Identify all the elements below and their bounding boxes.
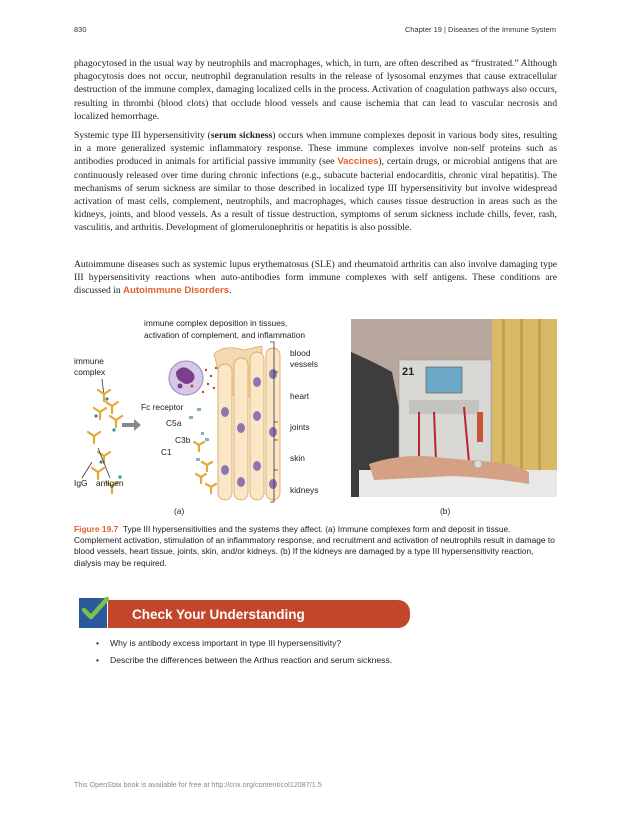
serum-sickness-term: serum sickness	[210, 130, 273, 141]
figure-svg	[74, 312, 557, 522]
immune-complex-label-2: complex	[74, 367, 106, 377]
p3-text-a: Autoimmune diseases such as systemic lupus erythematosus (SLE) and rheumatoid arthritis can also involve damaging type III hypersensitivity reactions when auto-antibodies form immune complexes with self antigens. These conditions are discussed in	[74, 259, 557, 297]
page-footer: This OpenStax book is available for free at http://cnx.org/content/col12087/1.5	[74, 780, 322, 789]
paragraph-3	[74, 258, 557, 298]
c5a-label: C5a	[166, 418, 182, 428]
tissue-antibodies	[194, 442, 216, 493]
p2-text-c: ), certain drugs, or microbial antigens that are continuously released over time during chronic infections (e.g., subacute bacterial endocarditis, chronic viral hepatitis). The mechanisms of serum sickness are similar to those described in localized type III hypersensitivity but involve widespread activation of mast cells, complement, neutrophils, and macrophages, which causes tissue destruction in areas such as the kidneys, joints, and blood vessels. As a result of tissue destruction, symptoms of serum sickness include chills, fever, rash, vasculitis, and arthritis. Development of glomerulonephritis or hepatitis is also possible.	[74, 156, 557, 234]
checkbox-icon	[78, 597, 108, 629]
autoimmune-disorders-link[interactable]: Autoimmune Disorders	[123, 285, 230, 297]
immune-complex-label-1: immune	[74, 356, 104, 366]
page-number: 830	[74, 25, 87, 34]
question-item: • Why is antibody excess important in type III hypersensitivity?	[96, 638, 392, 648]
c1-label: C1	[161, 447, 172, 457]
igg-label: IgG	[74, 478, 88, 488]
antigen-label: antigen	[96, 478, 124, 488]
paragraph-1: phagocytosed in the usual way by neutrophils and macrophages, which, in turn, are often described as “frustrated.” Although phagocytosis does not occur, neutrophil degranulation results in the release of lysosomal enzymes that cause extracellular destruction of the immune complex, damaging localized cells in the process. Activation of coagulation pathways also occurs, resulting in thrombi (blood clots) that occlude blood vessels and cause ischemia that can lead to vascular necrosis and localized hemorrhage.	[74, 58, 557, 122]
paragraph-2	[74, 129, 557, 235]
flow-arrow	[122, 419, 141, 431]
figure-caption	[74, 524, 557, 569]
banner-bar	[94, 600, 410, 628]
fc-receptor-label: Fc receptor	[141, 402, 184, 412]
diagram-title-line2: activation of complement, and inflammation	[144, 330, 306, 340]
check-understanding-banner	[78, 597, 410, 631]
site-joints: joints	[290, 422, 310, 432]
site-kidneys: kidneys	[290, 485, 319, 495]
site-skin: skin	[290, 453, 305, 463]
site-blood: blood	[290, 348, 311, 358]
p2-text-a: Systemic type III hypersensitivity (	[74, 130, 211, 141]
diagram-a	[74, 318, 318, 516]
site-vessels: vessels	[290, 359, 318, 369]
question-list	[96, 638, 392, 672]
figure-caption-text: Type III hypersensitivities and the systems they affect. (a) Immune complexes form and deposit in tissue. Complement activation, stimulation of an inflammatory response, and recruitment and activation of neutrophils result in damage to blood vessels, heart tissue, joints, skin, and/or kidneys. (b) If the kidneys are damaged by a type III hypersensitivity reaction, dialysis may be required.	[74, 524, 555, 568]
chapter-header: Chapter 19 | Diseases of the Immune System	[404, 25, 556, 34]
figure-caption-label: Figure 19.7	[74, 524, 119, 534]
vaccines-link[interactable]: Vaccines	[337, 156, 379, 168]
c3b-label: C3b	[175, 435, 191, 445]
checkmark-icon	[78, 594, 112, 626]
antigen-dots	[94, 397, 121, 478]
panel-b-label: (b)	[440, 506, 451, 516]
p3-text-b: .	[229, 285, 232, 297]
question-item: • Describe the differences between the Arthus reaction and serum sickness.	[96, 655, 392, 665]
machine-number: 21	[402, 366, 415, 378]
p2-text-b: ) occurs when immune complexes deposit in various body sites, resulting in a more generalized systemic inflammatory response. These immune complexes involve non-self proteins such as antibodies produced in animals for artificial passive immunity (see	[74, 130, 558, 168]
diagram-title-line1: immune complex deposition in tissues,	[144, 318, 288, 328]
figure-19-7	[74, 312, 557, 522]
neutrophil	[169, 361, 203, 395]
site-heart: heart	[290, 391, 310, 401]
complement-fragments	[189, 408, 209, 461]
tissue-cells	[214, 346, 280, 500]
check-title: Check Your Understanding	[132, 607, 305, 622]
panel-a-label: (a)	[174, 506, 185, 516]
dialysis-photo	[351, 319, 557, 516]
